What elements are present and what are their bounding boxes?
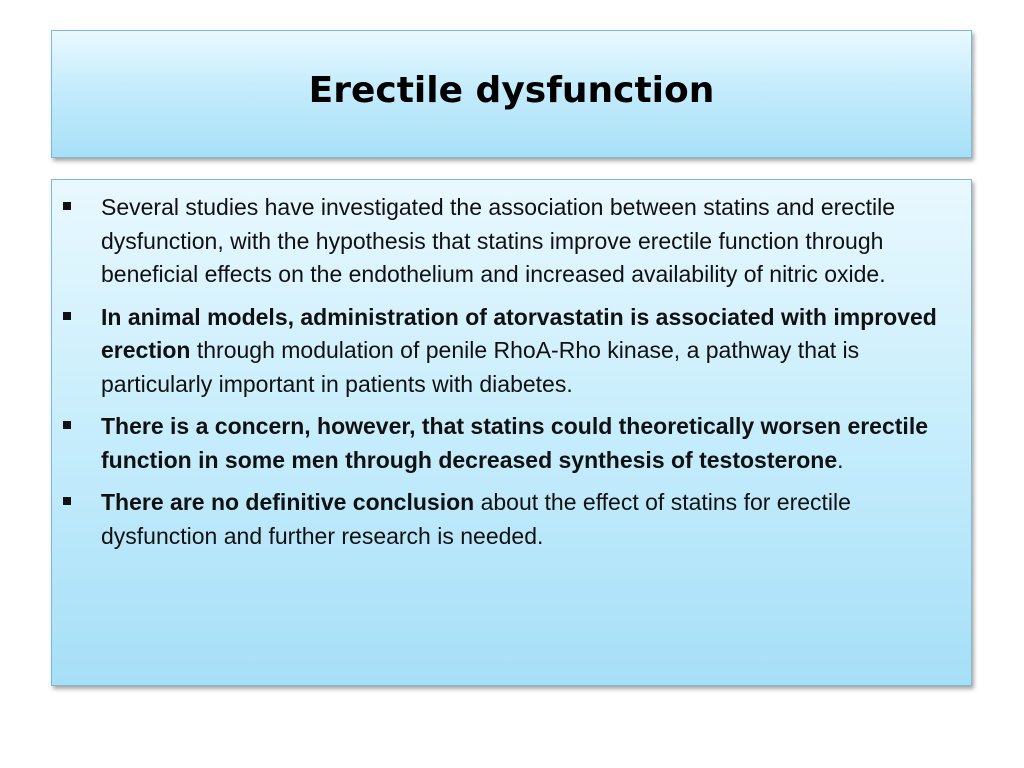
bullet-text: through modulation of penile RhoA-Rho kinase, a pathway that is particularly important in patients with diabetes. (101, 337, 860, 397)
bullet-bold-text: There are no definitive conclusion (101, 489, 475, 515)
bullet-text: about the effect of statins for erectile dysfunction and further research is needed. (101, 489, 851, 549)
bullet-item (52, 410, 971, 477)
bullet-item (52, 301, 971, 402)
slide-title: Erectile dysfunction (308, 70, 715, 111)
bullet-bold-text: There is a concern, however, that statins could theoretically worsen erectile function in some men through decreased synthesis of testosterone (101, 413, 929, 473)
bullet-item (52, 486, 971, 553)
bullet-bold-text: In animal models, administration of atorvastatin is associated with improved erection (101, 303, 937, 363)
bullet-text: Several studies have investigated the association between statins and erectile dysfunction, with the hypothesis that statins improve erectile function through beneficial effects on the endothelium and increased availability of nitric oxide. (101, 194, 895, 287)
square-bullet-icon (63, 202, 71, 210)
title-box (51, 30, 972, 158)
square-bullet-icon (63, 497, 71, 505)
square-bullet-icon (63, 421, 71, 429)
bullet-item (52, 191, 971, 292)
bullet-list (52, 191, 971, 562)
square-bullet-icon (63, 312, 71, 320)
content-box (51, 179, 972, 686)
bullet-text: . (837, 446, 844, 473)
